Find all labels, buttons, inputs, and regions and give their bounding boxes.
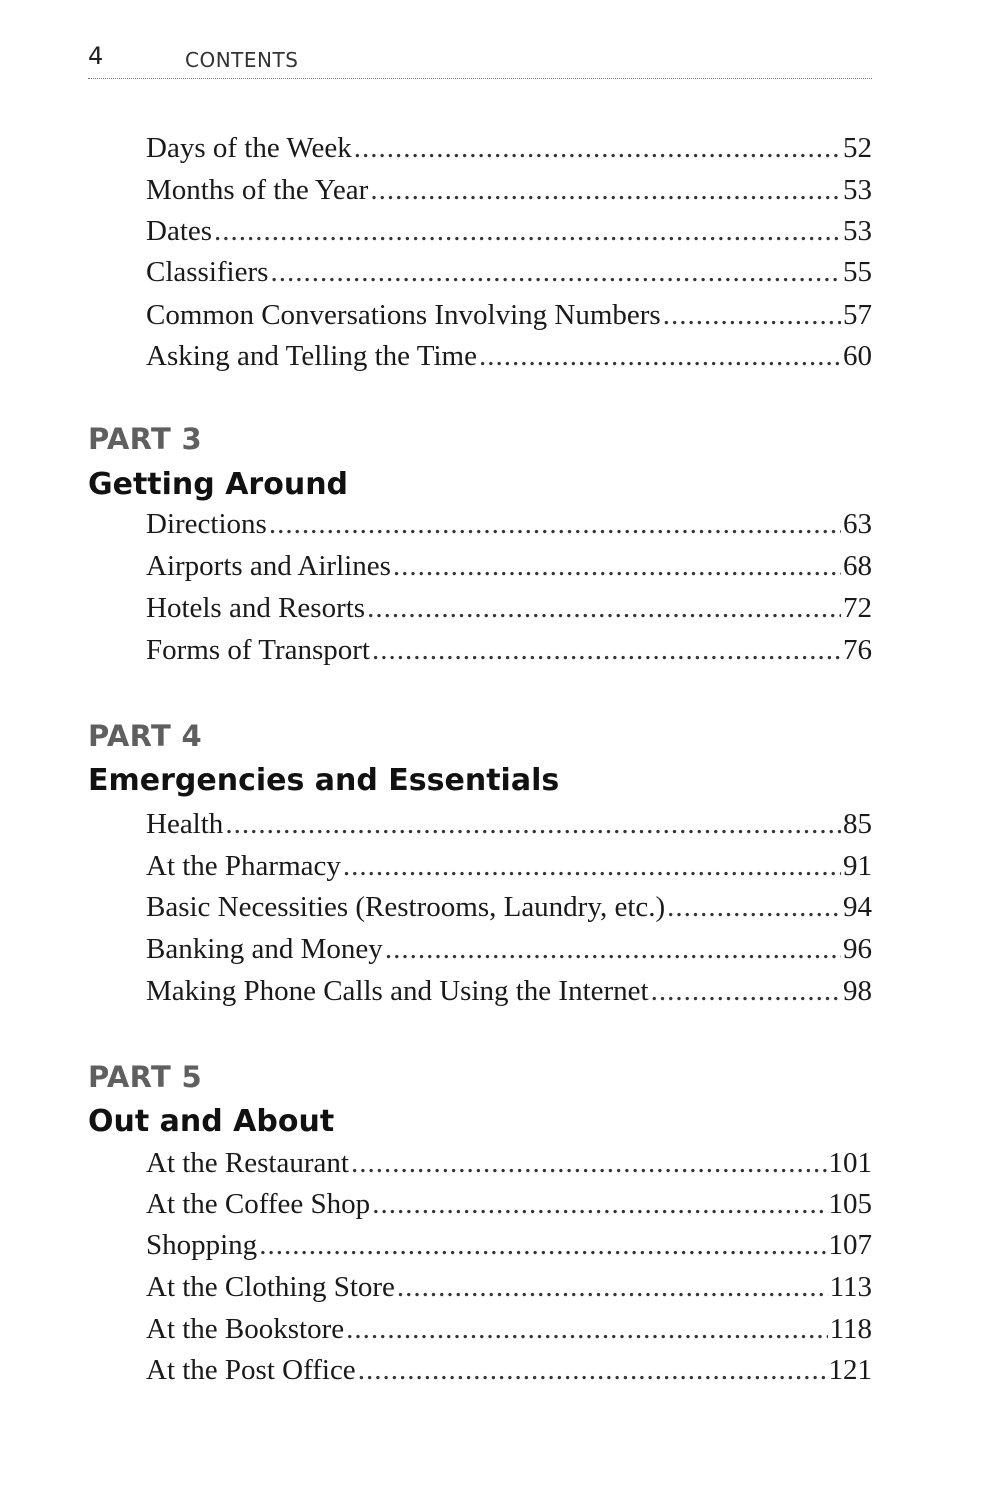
dot-leader xyxy=(397,1271,828,1304)
toc-entry-title: Classifiers xyxy=(146,256,269,288)
toc-entry-page: 91 xyxy=(843,850,872,882)
toc-entry xyxy=(146,1313,872,1353)
dot-leader xyxy=(343,850,841,883)
part-title: Emergencies and Essentials xyxy=(88,763,560,798)
toc-entry xyxy=(146,634,872,674)
toc-entry xyxy=(146,1229,872,1269)
toc-entry-page: 60 xyxy=(843,340,872,372)
toc-entry-title: Forms of Transport xyxy=(146,634,370,666)
toc-entry-page: 105 xyxy=(828,1188,872,1220)
toc-entry-page: 72 xyxy=(843,592,872,624)
toc-entry-title: Shopping xyxy=(146,1229,258,1261)
toc-entry-title: Dates xyxy=(146,215,213,247)
toc-entry xyxy=(146,174,872,214)
toc-entry-page: 85 xyxy=(843,808,872,840)
toc-entry-page: 107 xyxy=(828,1229,872,1261)
dot-leader xyxy=(667,891,841,924)
toc-entry-page: 57 xyxy=(843,299,872,331)
toc-entry-page: 76 xyxy=(843,634,872,666)
dot-leader xyxy=(351,1147,827,1180)
dot-leader xyxy=(393,550,841,583)
toc-entry-page: 96 xyxy=(843,933,872,965)
dot-leader xyxy=(354,132,841,165)
toc-entry-page: 53 xyxy=(843,215,872,247)
dot-leader xyxy=(372,1188,826,1221)
toc-entry-title: At the Clothing Store xyxy=(146,1271,395,1303)
dot-leader xyxy=(214,215,841,248)
toc-entry xyxy=(146,256,872,296)
part-title: Out and About xyxy=(88,1104,335,1139)
dot-leader xyxy=(479,340,841,373)
toc-entry-title: Airports and Airlines xyxy=(146,550,391,582)
toc-entry xyxy=(146,1188,872,1228)
toc-entry-page: 113 xyxy=(829,1271,872,1303)
toc-entry-page: 118 xyxy=(829,1313,872,1345)
toc-entry-title: At the Restaurant xyxy=(146,1147,349,1179)
toc-entry-title: At the Pharmacy xyxy=(146,850,341,882)
part-label: PART 5 xyxy=(88,1060,202,1094)
toc-entry-title: Banking and Money xyxy=(146,933,383,965)
dot-leader xyxy=(651,975,841,1008)
toc-entry xyxy=(146,550,872,590)
toc-entry xyxy=(146,850,872,890)
toc-entry xyxy=(146,508,872,548)
toc-entry-title: Common Conversations Involving Numbers xyxy=(146,299,661,331)
dot-leader xyxy=(385,933,841,966)
toc-entry-title: Months of the Year xyxy=(146,174,369,206)
dot-leader xyxy=(270,256,841,289)
toc-entry xyxy=(146,592,872,632)
dot-leader xyxy=(372,634,841,667)
toc-entry xyxy=(146,933,872,973)
page-number: 4 xyxy=(88,42,104,70)
dot-leader xyxy=(259,1229,826,1262)
dot-leader xyxy=(269,508,841,541)
toc-entry-title: Days of the Week xyxy=(146,132,352,164)
toc-entry-page: 121 xyxy=(828,1354,872,1386)
toc-entry-page: 55 xyxy=(843,256,872,288)
dot-leader xyxy=(367,592,841,625)
toc-entry-page: 63 xyxy=(843,508,872,540)
toc-entry xyxy=(146,340,872,380)
toc-entry-title: Hotels and Resorts xyxy=(146,592,366,624)
toc-entry-page: 98 xyxy=(843,975,872,1007)
running-head xyxy=(88,40,872,79)
dot-leader xyxy=(358,1354,827,1387)
toc-entry xyxy=(146,1147,872,1187)
dot-leader xyxy=(663,299,841,332)
toc-entry-title: At the Coffee Shop xyxy=(146,1188,371,1220)
dot-leader xyxy=(370,174,841,207)
toc-entry-page: 53 xyxy=(843,174,872,206)
toc-entry xyxy=(146,132,872,172)
toc-entry-title: Asking and Telling the Time xyxy=(146,340,477,372)
toc-entry-title: Directions xyxy=(146,508,267,540)
toc-entry xyxy=(146,808,872,848)
toc-entry xyxy=(146,215,872,255)
running-head-title: CONTENTS xyxy=(185,48,299,72)
toc-entry xyxy=(146,299,872,339)
toc-entry xyxy=(146,975,872,1015)
toc-entry-page: 101 xyxy=(828,1147,872,1179)
dot-leader xyxy=(346,1313,827,1346)
toc-entry-title: Health xyxy=(146,808,224,840)
toc-entry-page: 52 xyxy=(843,132,872,164)
part-label: PART 4 xyxy=(88,719,202,753)
toc-entry-page: 68 xyxy=(843,550,872,582)
toc-entry-page: 94 xyxy=(843,891,872,923)
part-title: Getting Around xyxy=(88,467,349,502)
toc-entry xyxy=(146,891,872,931)
toc-entry-title: At the Post Office xyxy=(146,1354,356,1386)
toc-entry-title: At the Bookstore xyxy=(146,1313,345,1345)
toc-entry xyxy=(146,1354,872,1394)
toc-entry xyxy=(146,1271,872,1311)
part-label: PART 3 xyxy=(88,422,202,456)
toc-entry-title: Making Phone Calls and Using the Internet xyxy=(146,975,649,1007)
toc-entry-title: Basic Necessities (Restrooms, Laundry, etc.) xyxy=(146,891,666,923)
dot-leader xyxy=(225,808,841,841)
